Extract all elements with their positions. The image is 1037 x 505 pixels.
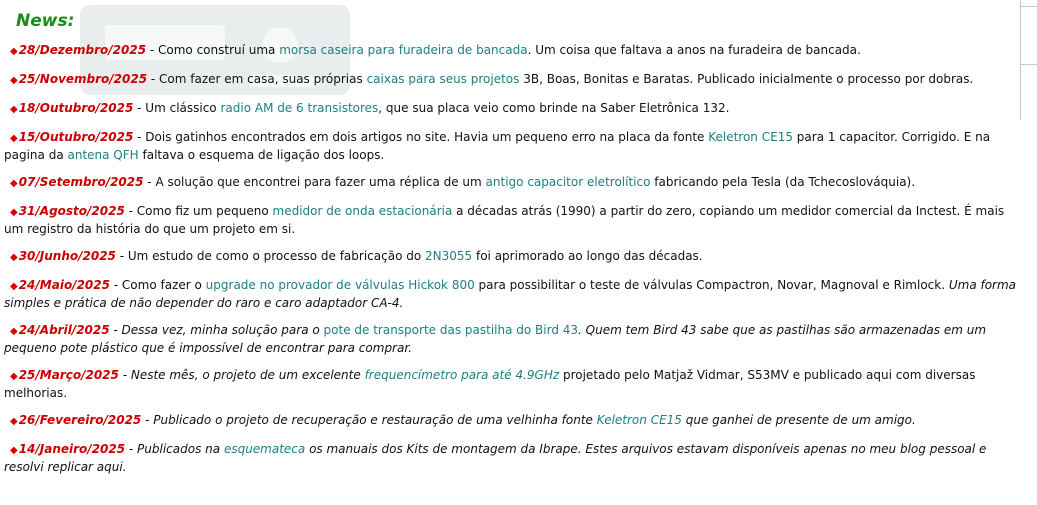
- news-text: - Como fiz um pequeno: [124, 204, 273, 218]
- diamond-bullet-icon: ◆: [10, 281, 18, 292]
- news-text: - Um clássico: [133, 101, 221, 115]
- news-link[interactable]: antena QFH: [67, 148, 139, 162]
- news-text: , que sua placa veio como brinde na Saber Eletrônica 132.: [378, 101, 730, 115]
- news-text: foi aprimorado ao longo das décadas.: [472, 249, 703, 263]
- news-link[interactable]: upgrade no provador de válvulas Hickok 800: [205, 278, 475, 292]
- news-content: [4, 10, 1019, 486]
- news-date: 30/Junho/2025: [18, 249, 116, 263]
- news-date: 18/Outubro/2025: [18, 101, 134, 115]
- news-item: [4, 412, 1019, 430]
- news-item: [4, 367, 1019, 401]
- news-link[interactable]: medidor de onda estacionária: [272, 204, 453, 218]
- news-text: - Um estudo de como o processo de fabricação do: [115, 249, 426, 263]
- news-text: faltava o esquema de ligação dos loops.: [138, 148, 385, 162]
- news-text: a décadas atrás (1990) a partir do zero, copiando um medidor comercial da Inctest. É mais um registro da história do que um projeto em si.: [4, 204, 1005, 236]
- diamond-bullet-icon: ◆: [10, 371, 18, 382]
- news-text: - Como construí uma: [146, 43, 280, 57]
- news-text: para 1 capacitor. Corrigido. E na pagina da: [4, 130, 991, 162]
- news-item: [4, 248, 1019, 266]
- diamond-bullet-icon: ◆: [10, 416, 18, 427]
- news-text-italic: Uma forma simples e prática de não depender do raro e caro adaptador CA-4.: [4, 278, 1017, 310]
- news-text: para possibilitar o teste de válvulas Compactron, Novar, Magnoval e Rimlock.: [474, 278, 949, 292]
- right-edge-divider: [1021, 64, 1037, 65]
- news-link[interactable]: esquemateca: [223, 442, 306, 456]
- news-item: [4, 441, 1019, 475]
- news-text-italic: - Publicados na: [125, 442, 224, 456]
- diamond-bullet-icon: ◆: [10, 252, 18, 263]
- news-date: 15/Outubro/2025: [18, 130, 134, 144]
- news-date: 24/Maio/2025: [18, 278, 110, 292]
- news-text-italic: - Publicado o projeto de recuperação e restauração de uma velhinha fonte: [141, 413, 597, 427]
- news-link[interactable]: caixas para seus projetos: [366, 72, 520, 86]
- news-date: 31/Agosto/2025: [18, 204, 125, 218]
- news-link[interactable]: pote de transporte das pastilha do Bird 43: [323, 323, 579, 337]
- news-link[interactable]: radio AM de 6 transistores: [220, 101, 379, 115]
- news-item: [4, 129, 1019, 163]
- news-link[interactable]: antigo capacitor eletrolítico: [485, 175, 651, 189]
- diamond-bullet-icon: ◆: [10, 207, 18, 218]
- news-link[interactable]: Keletron CE15: [596, 413, 682, 427]
- news-text: - Dois gatinhos encontrados em dois artigos no site. Havia um pequeno erro na placa da fonte: [133, 130, 709, 144]
- news-link[interactable]: frequencímetro para até 4.9GHz: [364, 368, 560, 382]
- diamond-bullet-icon: ◆: [10, 46, 18, 57]
- diamond-bullet-icon: ◆: [10, 133, 18, 144]
- right-edge-frame: [1020, 0, 1037, 120]
- news-link[interactable]: 2N3055: [425, 249, 473, 263]
- news-text-italic: - Dessa vez, minha solução para o: [109, 323, 324, 337]
- news-item: [4, 277, 1019, 311]
- news-text: - A solução que encontrei para fazer uma réplica de um: [143, 175, 486, 189]
- news-text-italic: que ganhei de presente de um amigo.: [681, 413, 916, 427]
- news-link[interactable]: Keletron CE15: [708, 130, 793, 144]
- news-link[interactable]: morsa caseira para furadeira de bancada: [279, 43, 528, 57]
- news-text: projetado pelo Matjaž Vidmar, S53MV e publicado aqui com diversas melhorias.: [4, 368, 976, 400]
- news-item: [4, 174, 1019, 192]
- news-date: 26/Fevereiro/2025: [18, 413, 142, 427]
- news-item: [4, 203, 1019, 237]
- news-item: [4, 322, 1019, 356]
- news-item: [4, 100, 1019, 118]
- diamond-bullet-icon: ◆: [10, 104, 18, 115]
- news-date: 25/Novembro/2025: [18, 72, 148, 86]
- news-text: - Com fazer em casa, suas próprias: [147, 72, 367, 86]
- news-text-italic: os manuais dos Kits de montagem da Ibrape. Estes arquivos estavam disponíveis apenas no meu blog pessoal e resolvi replicar aqui.: [4, 442, 987, 474]
- diamond-bullet-icon: ◆: [10, 326, 18, 337]
- news-text: 3B, Boas, Bonitas e Baratas. Publicado inicialmente o processo por dobras.: [519, 72, 974, 86]
- news-text-italic: . Quem tem Bird 43 sabe que as pastilhas são armazenadas em um pequeno pote plástico que é impossível de encontrar para comprar.: [4, 323, 987, 355]
- news-date: 07/Setembro/2025: [18, 175, 144, 189]
- news-text: . Um coisa que faltava a anos na furadeira de bancada.: [527, 43, 861, 57]
- news-title: News:: [16, 11, 75, 31]
- news-date: 14/Janeiro/2025: [18, 442, 126, 456]
- news-date: 25/Março/2025: [18, 368, 119, 382]
- news-text: - Como fazer o: [109, 278, 206, 292]
- news-text: fabricando pela Tesla (da Tchecoslováquia).: [650, 175, 916, 189]
- diamond-bullet-icon: ◆: [10, 75, 18, 86]
- news-item: [4, 71, 1019, 89]
- news-date: 28/Dezembro/2025: [18, 43, 147, 57]
- diamond-bullet-icon: ◆: [10, 178, 18, 189]
- news-item: [4, 42, 1019, 60]
- right-edge-divider: [1021, 6, 1037, 7]
- diamond-bullet-icon: ◆: [10, 445, 18, 456]
- news-date: 24/Abril/2025: [18, 323, 110, 337]
- news-text-italic: - Neste mês, o projeto de um excelente: [118, 368, 365, 382]
